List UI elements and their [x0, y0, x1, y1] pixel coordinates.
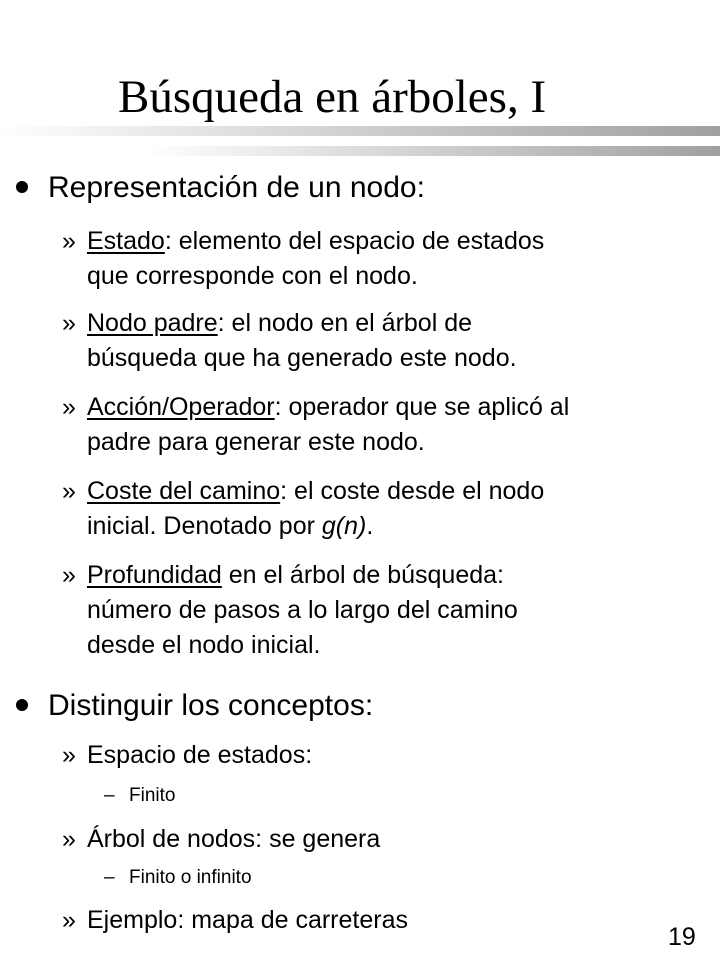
term-accion-operador: Acción/Operador: [87, 393, 275, 421]
slide-title: Búsqueda en árboles, I: [118, 71, 547, 123]
item-espacio-estados: [62, 738, 712, 773]
chevron-bullet-icon: »: [62, 393, 76, 421]
page-number: 19: [668, 923, 696, 951]
item-ejemplo: [62, 903, 712, 938]
bullet-dot-icon: [16, 181, 28, 193]
item-text: Árbol de nodos: se genera: [87, 825, 381, 853]
chevron-bullet-icon: »: [62, 741, 76, 769]
chevron-bullet-icon: »: [62, 561, 76, 589]
item-text: inicial. Denotado por: [87, 512, 322, 540]
term-profundidad: Profundidad: [87, 561, 222, 589]
item-text-line2: que corresponde con el nodo.: [87, 262, 418, 290]
item-text-line3: desde el nodo inicial.: [87, 631, 321, 659]
item-text-line2: búsqueda que ha generado este nodo.: [87, 344, 517, 372]
chevron-bullet-icon: »: [62, 477, 76, 505]
item-text-line2: padre para generar este nodo.: [87, 428, 425, 456]
bullet-dot-icon: [16, 699, 28, 711]
item-text: Espacio de estados:: [87, 741, 313, 769]
item-text: : el nodo en el árbol de: [217, 309, 473, 337]
item-text: .: [366, 512, 374, 540]
term-nodo-padre: Nodo padre: [87, 309, 218, 337]
item-arbol-nodos: [62, 822, 712, 857]
chevron-bullet-icon: »: [62, 825, 76, 853]
item-profundidad: [62, 558, 712, 663]
item-nodo-padre: [62, 306, 712, 376]
title-rule-top: [0, 126, 720, 136]
title-rule-bottom: [0, 146, 720, 156]
subitem-text: Finito o infinito: [129, 867, 252, 888]
item-text-line2: número de pasos a lo largo del camino: [87, 596, 518, 624]
subitem-text: Finito: [129, 785, 176, 806]
section1-heading: Representación de un nodo:: [48, 171, 425, 204]
formula-g-n: g(n): [321, 512, 367, 540]
item-accion-operador: [62, 390, 712, 460]
item-text: en el árbol de búsqueda:: [221, 561, 504, 589]
item-text: : elemento del espacio de estados: [164, 227, 545, 255]
item-estado: [62, 224, 712, 294]
item-text: : el coste desde el nodo: [280, 477, 545, 505]
chevron-bullet-icon: »: [62, 906, 76, 934]
dash-bullet-icon: –: [104, 867, 115, 888]
item-text: : operador que se aplicó al: [274, 393, 570, 421]
dash-bullet-icon: –: [104, 785, 115, 806]
chevron-bullet-icon: »: [62, 309, 76, 337]
section2-heading: Distinguir los conceptos:: [48, 689, 374, 722]
item-coste-camino: [62, 474, 712, 544]
chevron-bullet-icon: »: [62, 227, 76, 255]
term-coste-camino: Coste del camino: [87, 477, 281, 505]
term-estado: Estado: [87, 227, 165, 255]
item-text: Ejemplo: mapa de carreteras: [87, 906, 408, 934]
